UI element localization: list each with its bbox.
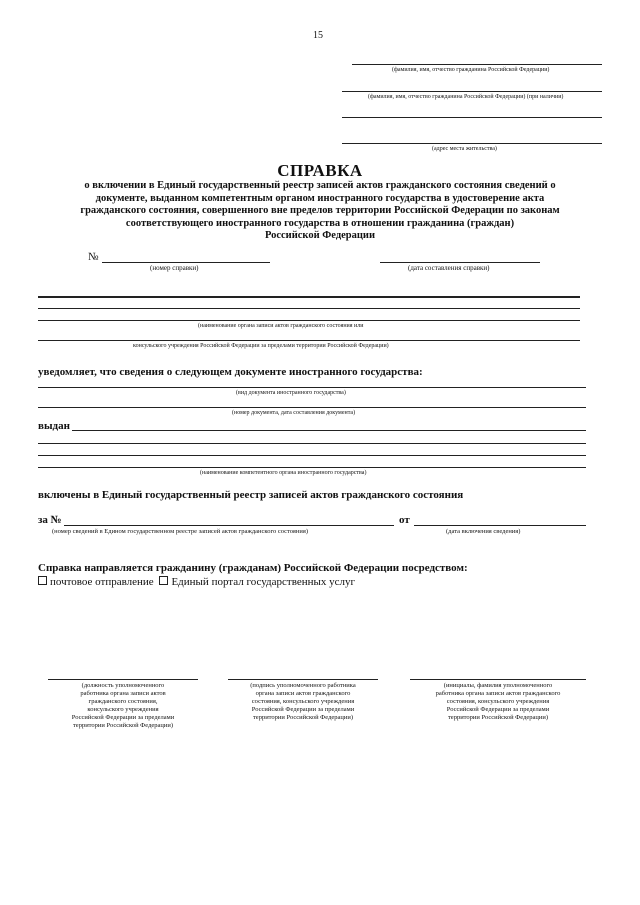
doc-number-line — [38, 407, 586, 408]
issued-label: выдан — [38, 420, 70, 432]
recipient-name-caption: (фамилия, имя, отчество гражданина Российской Федерации) — [392, 67, 550, 73]
issued-line-4 — [38, 467, 586, 468]
page-number: 15 — [313, 30, 323, 41]
sent-via-text: Справка направляется гражданину (гражданам) Российской Федерации посредством: — [38, 562, 468, 574]
included-text: включены в Единый государственный реестр записей актов гражданского состояния — [38, 489, 464, 501]
doc-type-caption: (вид документа иностранного государства) — [236, 390, 346, 396]
sig-caption-line: состояния, консульского учреждения — [446, 698, 550, 705]
registry-number-caption: (номер сведений в Едином государственном реестре записей актов гражданского состояния) — [52, 528, 309, 535]
sig-caption-line: (подпись уполномоченного работника — [250, 682, 356, 689]
sig-caption-line: (должность уполномоченного — [81, 682, 165, 689]
position-caption — [40, 682, 206, 730]
organ-line-1 — [38, 296, 580, 298]
sig-caption-line: работника органа записи актов гражданского — [435, 690, 561, 697]
foreign-organ-caption: (наименование компетентного органа иностранного государства) — [200, 470, 367, 476]
sig-caption-line: Российской Федерации за пределами — [446, 706, 550, 713]
issued-line-1 — [72, 430, 586, 431]
address-caption: (адрес места жительства) — [432, 146, 497, 152]
initials-line — [410, 679, 586, 680]
cert-date-line — [380, 262, 540, 263]
doc-number-caption: (номер документа, дата составления документа) — [232, 410, 356, 416]
from-label: от — [399, 514, 410, 526]
sig-caption-line: состояния, консульского учреждения — [251, 698, 355, 705]
subtitle-line: о включении в Единый государственный реестр записей актов гражданского состояния сведений о — [84, 180, 556, 191]
organ-line-2 — [38, 308, 580, 309]
number-sign: № — [88, 251, 99, 263]
doc-type-line — [38, 387, 586, 388]
post-option-label: почтовое отправление — [50, 576, 154, 588]
organ-caption-1: (наименование органа записи актов гражданского состояния или — [198, 323, 364, 329]
notifies-text: уведомляет, что сведения о следующем документе иностранного государства: — [38, 366, 423, 378]
position-signature-line — [48, 679, 198, 680]
recipient-name2-caption: (фамилия, имя, отчество гражданина Российской Федерации) (при наличии) — [368, 94, 564, 100]
sig-caption-line: территории Российской Федерации) — [72, 722, 174, 729]
issued-line-2 — [38, 443, 586, 444]
sig-caption-line: (инициалы, фамилия уполномоченного — [443, 682, 553, 689]
cert-number-line — [102, 262, 270, 263]
for-number-label: за № — [38, 514, 62, 526]
portal-checkbox[interactable] — [159, 576, 168, 585]
inclusion-date-line — [414, 525, 586, 526]
post-checkbox[interactable] — [38, 576, 47, 585]
signature-caption — [218, 682, 388, 722]
sig-caption-line: территории Российской Федерации) — [252, 714, 354, 721]
address-line-1 — [342, 117, 602, 118]
organ-caption-2: консульского учреждения Российской Федерации за пределами территории Российской Федерации) — [133, 343, 389, 349]
subtitle-line: Российской Федерации — [264, 230, 376, 241]
recipient-name-line — [352, 64, 602, 65]
organ-line-3 — [38, 320, 580, 321]
sig-caption-line: органа записи актов гражданского — [255, 690, 351, 697]
sig-caption-line: консульского учреждения — [87, 706, 159, 713]
cert-number-caption: (номер справки) — [150, 264, 199, 272]
registry-number-line — [64, 525, 394, 526]
sig-caption-line: территории Российской Федерации) — [447, 714, 549, 721]
subtitle-line: соответствующего иностранного государства в отношении гражданина (граждан) — [125, 217, 515, 229]
document-title: СПРАВКА — [277, 161, 363, 180]
address-line-2 — [342, 143, 602, 144]
sig-caption-line: работника органа записи актов — [80, 690, 166, 697]
inclusion-date-caption: (дата включения сведения) — [446, 528, 521, 535]
recipient-name-line-2 — [342, 91, 602, 92]
sig-caption-line: Российской Федерации за пределами — [251, 706, 355, 713]
delivery-options — [38, 576, 355, 588]
subtitle-line: документе, выданном компетентным органом иностранного государства в удостоверение акта — [95, 192, 545, 204]
cert-date-caption: (дата составления справки) — [408, 264, 490, 272]
sig-caption-line: Российской Федерации за пределами — [71, 714, 175, 721]
document-subtitle — [40, 180, 600, 243]
organ-line-4 — [38, 340, 580, 341]
portal-option-label: Единый портал государственных услуг — [171, 576, 356, 588]
initials-caption — [400, 682, 596, 722]
subtitle-line: гражданского состояния, совершенного вне пределов территории Российской Федерации по законам — [80, 205, 560, 216]
issued-line-3 — [38, 455, 586, 456]
sig-caption-line: гражданского состояния, — [88, 698, 158, 705]
signature-line — [228, 679, 378, 680]
